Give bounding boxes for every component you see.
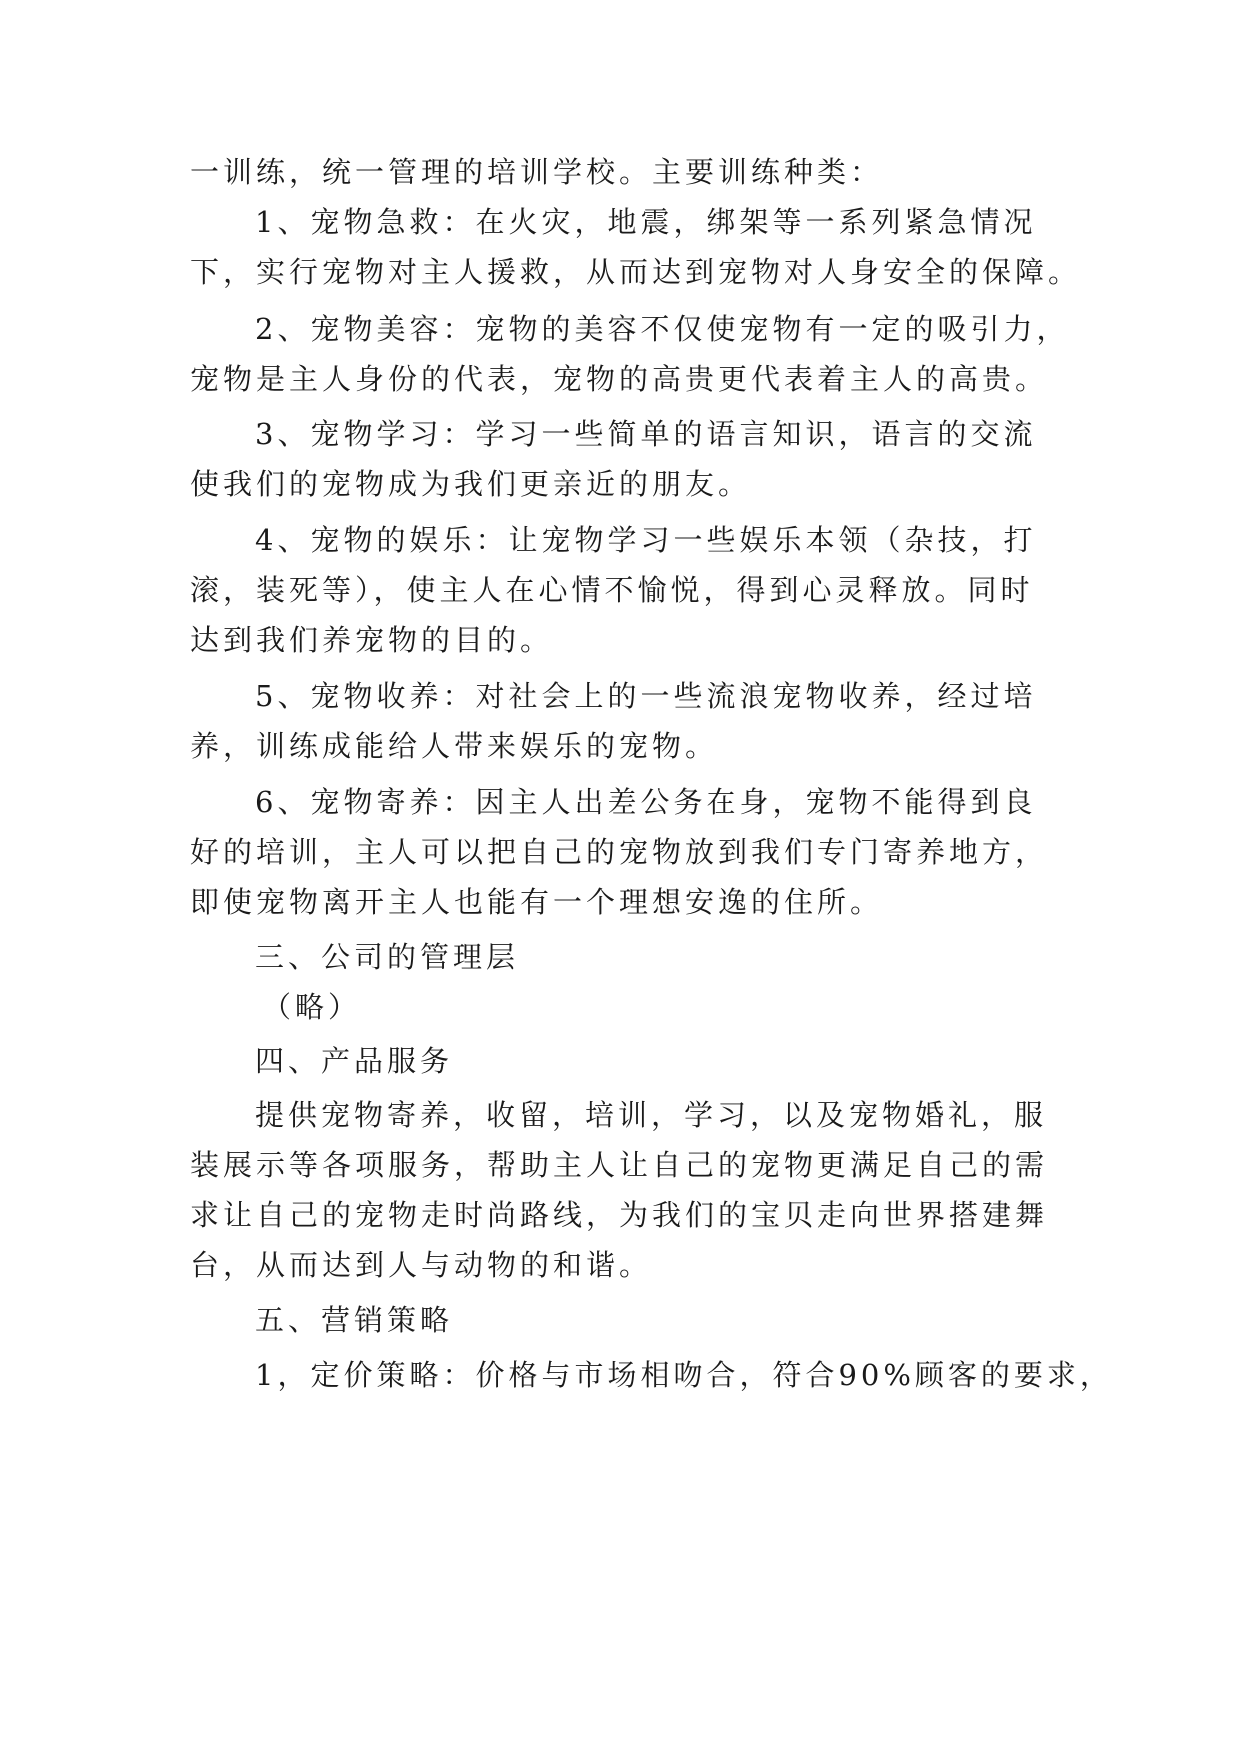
section-heading-management: 三、公司的管理层 — [255, 940, 520, 974]
list-item-adoption: 5、宠物收养：对社会上的一些流浪宠物收养，经过培 — [255, 679, 1037, 713]
text-line: 1，定价策略：价格与市场相吻合，符合90%顾客的要求， — [255, 1358, 1113, 1392]
text-line: 求让自己的宠物走时尚路线，为我们的宝贝走向世界搭建舞 — [190, 1198, 1049, 1232]
list-item-grooming: 2、宠物美容：宠物的美容不仅使宠物有一定的吸引力， — [255, 312, 1070, 346]
text-line: 装展示等各项服务，帮助主人让自己的宠物更满足自己的需 — [190, 1148, 1049, 1182]
text-line: 一训练，统一管理的培训学校。主要训练种类： — [190, 155, 884, 189]
list-item-entertainment: 4、宠物的娱乐：让宠物学习一些娱乐本领（杂技，打 — [255, 523, 1037, 557]
list-item-learning: 3、宠物学习：学习一些简单的语言知识，语言的交流 — [255, 417, 1037, 451]
text-line: 滚，装死等），使主人在心情不愉悦，得到心灵释放。同时 — [190, 573, 1034, 607]
text-line: 养，训练成能给人带来娱乐的宠物。 — [190, 729, 719, 763]
list-item-first-aid: 1、宠物急救：在火灾，地震，绑架等一系列紧急情况 — [255, 205, 1037, 239]
text-line: 宠物是主人身份的代表，宠物的高贵更代表着主人的高贵。 — [190, 362, 1049, 396]
text-line: 台，从而达到人与动物的和谐。 — [190, 1248, 653, 1282]
text-line: 下，实行宠物对主人援救，从而达到宠物对人身安全的保障。 — [190, 255, 1082, 289]
text-line: 使我们的宠物成为我们更亲近的朋友。 — [190, 467, 752, 501]
section-heading-services: 四、产品服务 — [255, 1044, 454, 1078]
list-item-boarding: 6、宠物寄养：因主人出差公务在身，宠物不能得到良 — [255, 785, 1037, 819]
section-heading-marketing: 五、营销策略 — [255, 1303, 454, 1337]
text-line: 即使宠物离开主人也能有一个理想安逸的住所。 — [190, 885, 884, 919]
text-line: 达到我们养宠物的目的。 — [190, 623, 554, 657]
text-line: （略） — [262, 990, 362, 1024]
text-line: 提供宠物寄养，收留，培训，学习，以及宠物婚礼，服 — [255, 1098, 1048, 1132]
text-line: 好的培训，主人可以把自己的宠物放到我们专门寄养地方， — [190, 835, 1049, 869]
